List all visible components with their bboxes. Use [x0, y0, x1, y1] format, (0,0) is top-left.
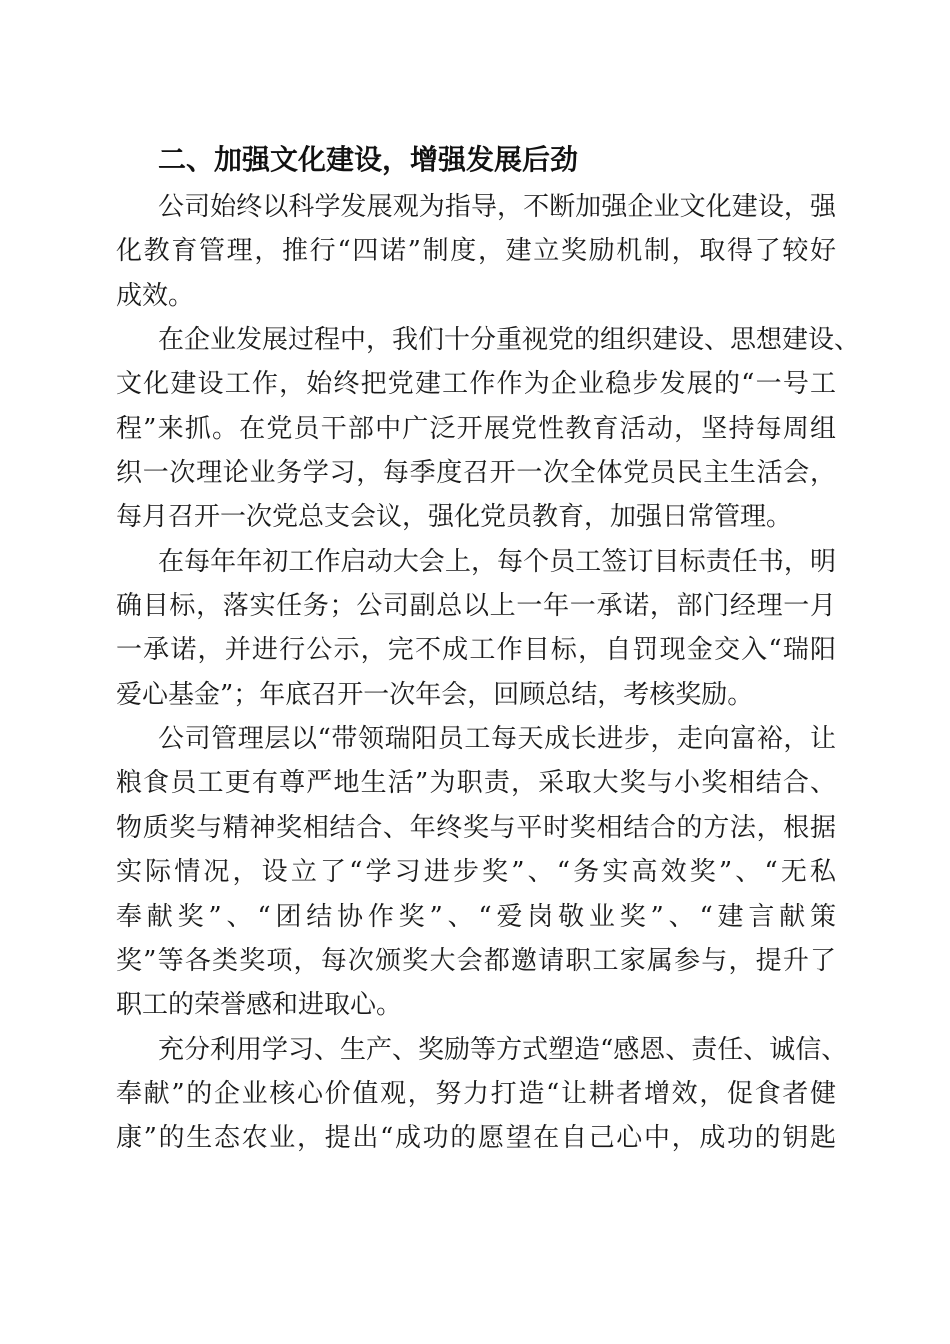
- text-line: 公司始终以科学发展观为指导，不断加强企业文化建设，强: [158, 192, 836, 222]
- text-line: 一承诺，并进行公示，完不成工作目标，自罚现金交入“瑞阳: [116, 635, 836, 666]
- text-line: 物质奖与精神奖相结合、年终奖与平时奖相结合的方法，根据: [116, 812, 836, 843]
- text-line: 确目标，落实任务；公司副总以上一年一承诺，部门经理一月: [116, 591, 836, 622]
- text-line: 公司管理层以“带领瑞阳员工每天成长进步，走向富裕，让: [158, 724, 836, 755]
- text-line: 在每年年初工作启动大会上，每个员工签订目标责任书，明: [158, 546, 836, 577]
- text-line: 在企业发展过程中，我们十分重视党的组织建设、思想建设、: [158, 325, 861, 356]
- section-heading: 二、加强文化建设，增强发展后劲: [158, 143, 579, 176]
- text-line: 粮食员工更有尊严地生活”为职责，采取大奖与小奖相结合、: [116, 768, 836, 799]
- text-line: 康”的生态农业，提出“成功的愿望在自己心中，成功的钥匙: [116, 1123, 836, 1154]
- text-line: 文化建设工作，始终把党建工作作为企业稳步发展的“一号工: [116, 369, 836, 400]
- body-text: [116, 185, 861, 1161]
- text-line: 奉献”的企业核心价值观，努力打造“让耕者增效，促食者健: [116, 1078, 836, 1109]
- text-line: 程”来抓。在党员干部中广泛开展党性教育活动，坚持每周组: [116, 413, 836, 444]
- text-line: 化教育管理，推行“四诺”制度，建立奖励机制，取得了较好: [116, 236, 836, 267]
- text-line: 实际情况，设立了“学习进步奖”、“务实高效奖”、“无私: [116, 857, 836, 888]
- text-line: 职工的荣誉感和进取心。: [116, 990, 403, 1021]
- text-line: 充分利用学习、生产、奖励等方式塑造“感恩、责任、诚信、: [158, 1034, 848, 1065]
- text-line: 奉献奖”、“团结协作奖”、“爱岗敬业奖”、“建言献策: [116, 901, 836, 932]
- text-line: 爱心基金”；年底召开一次年会，回顾总结，考核奖励。: [116, 679, 754, 710]
- text-line: 奖”等各类奖项，每次颁奖大会都邀请职工家属参与，提升了: [116, 945, 836, 976]
- text-line: 织一次理论业务学习，每季度召开一次全体党员民主生活会，: [116, 458, 836, 489]
- text-line: 成效。: [116, 280, 195, 311]
- text-line: 每月召开一次党总支会议，强化党员教育，加强日常管理。: [116, 502, 793, 533]
